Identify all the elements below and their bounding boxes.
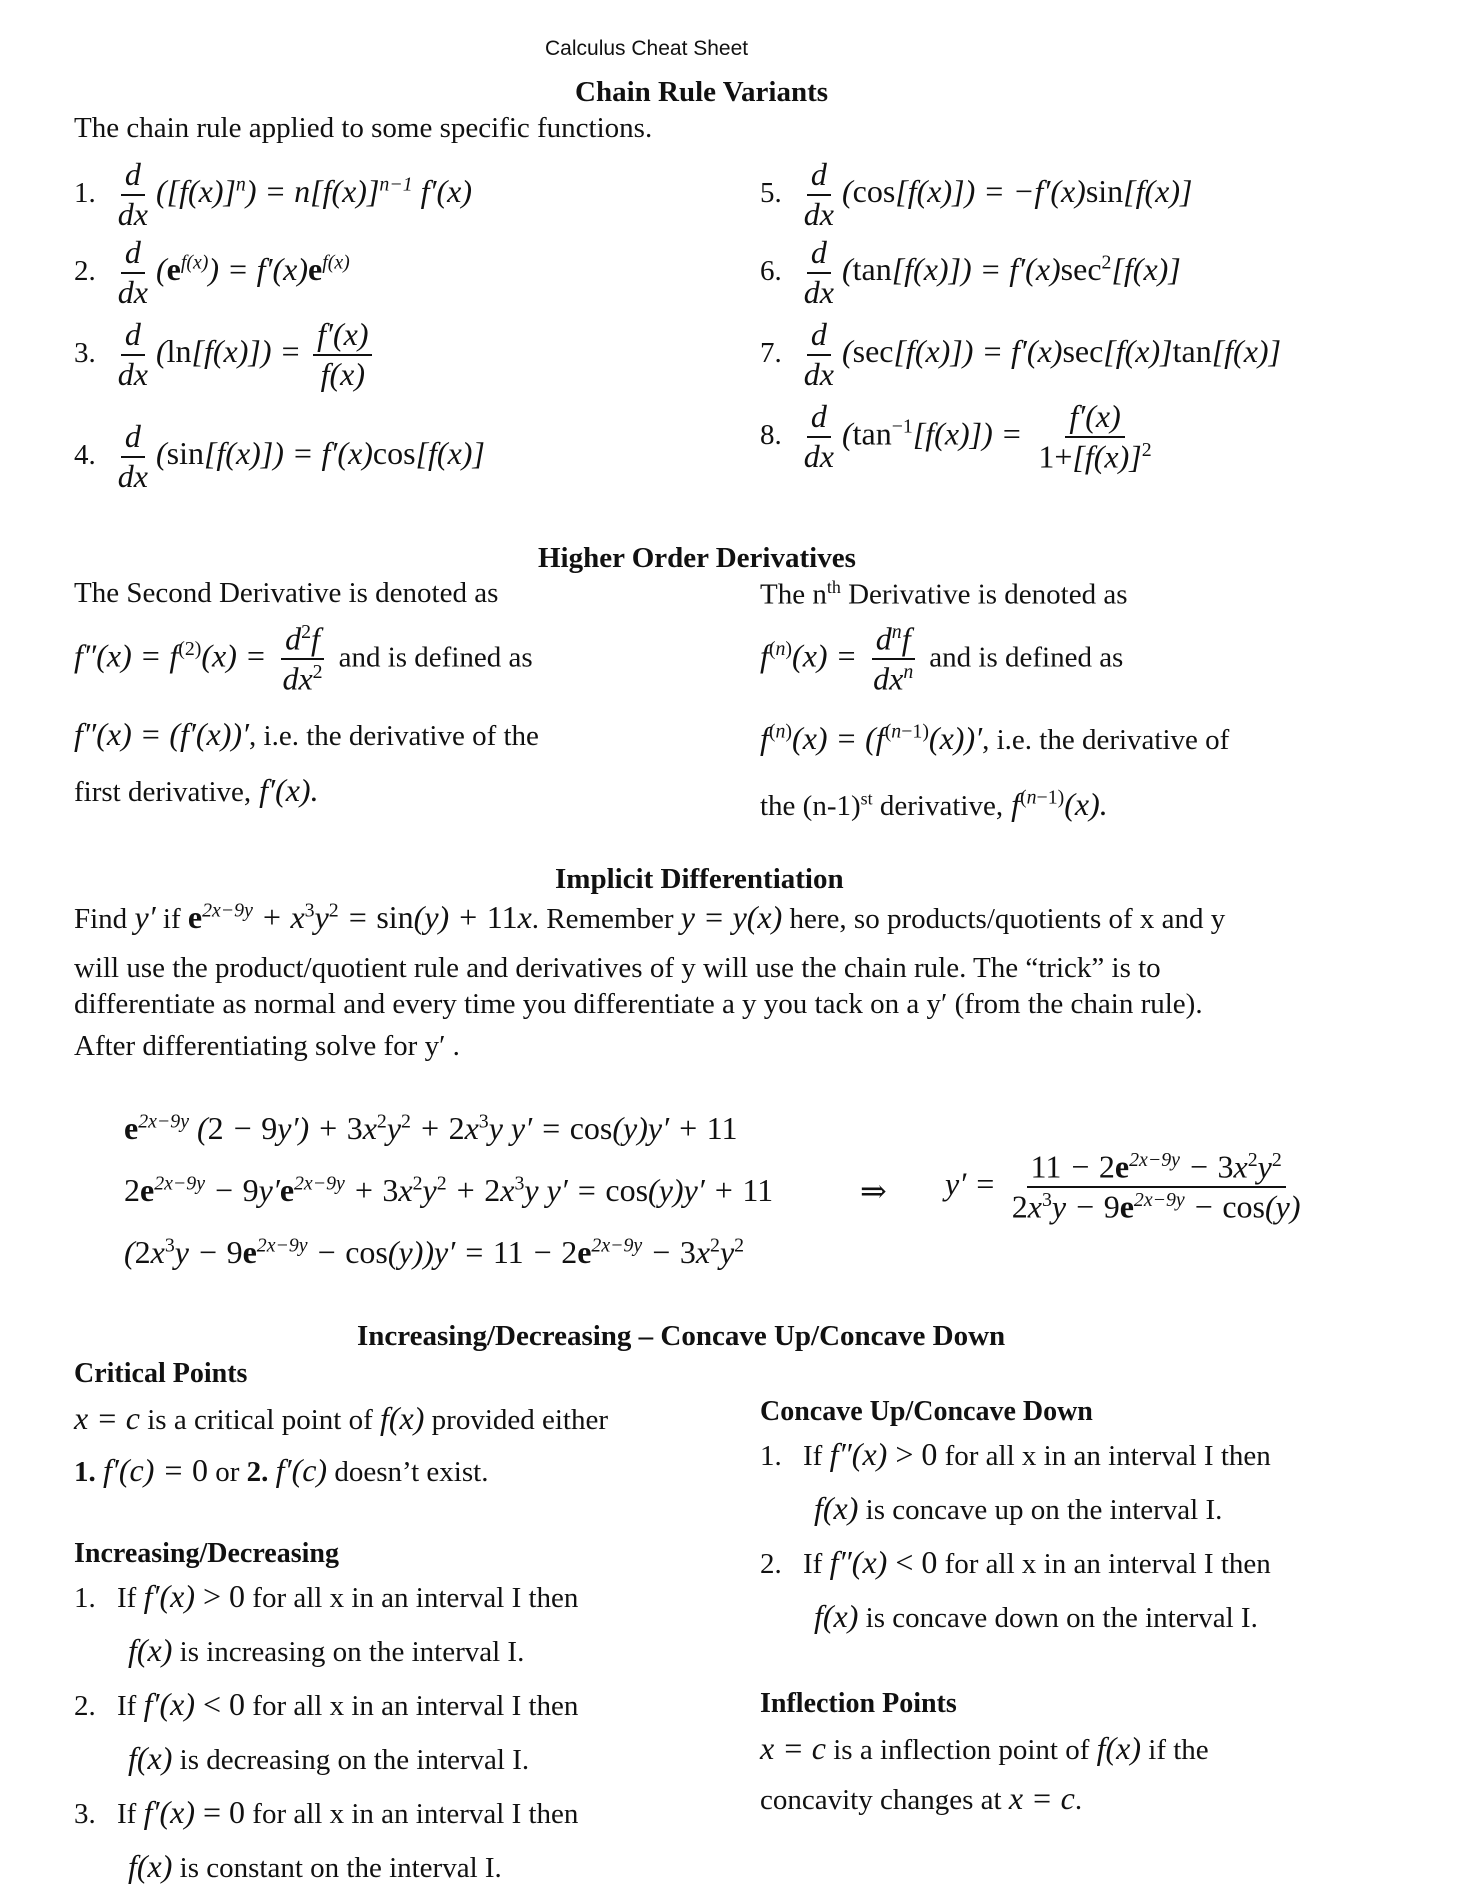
inc-item-2: 2. If f′(x) < 0 for all x in an interval I then <box>74 1686 579 1722</box>
inc-cond-1: > 0 <box>202 1578 246 1614</box>
nth-intro-b: Derivative is denoted as <box>840 578 1128 611</box>
implicit-step-3: $(2x^3y - 9e^{2x-9y} - \cos(y))y' = 11 - 2e^{2x-9y} - 3x^2y^2$ <box>124 1234 745 1270</box>
inc-rest-1: is increasing on the interval I. <box>179 1636 525 1668</box>
inflection-a: is a inflection point of <box>833 1734 1090 1766</box>
concave-cond-1: > 0 <box>895 1436 938 1472</box>
implicit-line-4: After differentiating solve for y′ . <box>74 1030 460 1062</box>
concave-item-1-result: f(x) is concave up on the interval I. <box>814 1490 1223 1526</box>
concave-item-2-result: f(x) is concave down on the interval I. <box>814 1598 1258 1634</box>
incdec-heading: Increasing/Decreasing – Concave Up/Concave Down <box>357 1320 1006 1352</box>
concave-cond-2: < 0 <box>895 1544 938 1580</box>
item-number: 8. <box>760 419 782 452</box>
implicit-heading: Implicit Differentiation <box>555 863 844 895</box>
implicit-remember: . Remember <box>531 903 674 935</box>
implicit-result: y′ = $\frac{11 - 2e^{2x-9y} - 3x^2y^2}{2x^3y - 9e^{2x-9y} - \cos(y)}$ <box>945 1148 1301 1225</box>
concave-rest-1: is concave up on the interval I. <box>865 1494 1223 1526</box>
sheet-title: Calculus Cheat Sheet <box>545 37 749 60</box>
inflection-b: if the <box>1148 1734 1209 1766</box>
item-number: 7. <box>760 336 782 369</box>
chain-rule-heading: Chain Rule Variants <box>575 76 829 108</box>
chain-rule-item-2: 2. $\frac{d}{dx}$ $(e^{f(x)}) = f'(x)e^{f(x)}$ <box>74 234 350 310</box>
critical-c4: doesn’t exist. <box>334 1456 489 1488</box>
item-number: 2. <box>74 1690 96 1722</box>
first-derivative-text: first derivative, <box>74 776 252 808</box>
item-number: 4. <box>74 438 96 471</box>
chain-rule-item-3: 3. $\frac{d}{dx}$ (ln[f(x)]) = $\frac{f'(x)}{f(x)}$ <box>74 318 376 391</box>
concave-item-2: 2. If f″(x) < 0 for all x in an interval I then <box>760 1544 1271 1580</box>
item-number: 1. <box>760 1440 782 1472</box>
chain-rule-item-7: 7. $\frac{d}{dx}$ (sec[f(x)]) = f′(x)sec[f(x)]tan[f(x)] <box>760 316 1282 392</box>
inc-item-3: 3. If f′(x) = 0 for all x in an interval I then <box>74 1794 579 1830</box>
second-derivative-first: first derivative, f′(x). <box>74 772 319 808</box>
nth-derivative-intro <box>760 577 1128 612</box>
chain-rule-item-4: 4. $\frac{d}{dx}$ (sin[f(x)]) = f′(x)cos[f(x)] <box>74 418 485 494</box>
nth-derivative-definition: $f^{(n)}(x) = (f^{(n-1)}(x))'$, i.e. the derivative of <box>760 720 1230 756</box>
chain-rule-item-1: 1. $\frac{d}{dx}$ $([f(x)]^n) = n[f(x)]^{n-1}$ f′(x) <box>74 156 473 232</box>
higher-order-heading: Higher Order Derivatives <box>538 542 856 574</box>
implicit-if: if <box>162 903 181 935</box>
critical-c1: 1. <box>74 1456 96 1488</box>
nth-derivative-word: derivative, <box>872 790 1004 822</box>
critical-c2: or <box>215 1456 240 1488</box>
concave-item-1: 1. If f″(x) > 0 for all x in an interval I then <box>760 1436 1271 1472</box>
critical-b: provided either <box>431 1404 609 1436</box>
item-number: 3. <box>74 336 96 369</box>
implicit-here: here, so products/quotients of x and y <box>789 903 1226 935</box>
critical-c3: 2. <box>246 1456 269 1488</box>
implicit-line-3: differentiate as normal and every time you differentiate a y you tack on a y′ (from the chain rule). <box>74 988 1203 1020</box>
inc-cond-2: < 0 <box>202 1686 246 1722</box>
critical-line-1: x = c is a critical point of f(x) provided either <box>74 1400 609 1436</box>
inflection-heading: Inflection Points <box>760 1688 957 1719</box>
implicit-line-2: will use the product/quotient rule and derivatives of y will use the chain rule. The “trick” is to <box>74 952 1161 984</box>
second-derivative-defined: and is defined as <box>338 641 533 674</box>
second-derivative-notation: $f''(x) = f^{(2)}(x)$ = $\frac{d^2f}{dx^2}$ and is defined as <box>74 620 533 697</box>
item-number: 1. <box>74 176 96 209</box>
nth-derivative-defined: and is defined as <box>929 641 1124 674</box>
inc-rest-3: is constant on the interval I. <box>179 1852 502 1884</box>
item-number: 6. <box>760 254 782 287</box>
inc-rest-2: is decreasing on the interval I. <box>179 1744 530 1776</box>
nth-the: the (n-1) <box>760 790 861 822</box>
second-derivative-intro: The Second Derivative is denoted as <box>74 577 499 609</box>
inflection-line-2: concavity changes at x = c. <box>760 1780 1083 1816</box>
implicit-find: Find <box>74 903 128 935</box>
item-number: 3. <box>74 1798 96 1830</box>
for-all-text: for all x in an interval I then <box>944 1548 1271 1580</box>
concave-rest-2: is concave down on the interval I. <box>865 1602 1258 1634</box>
for-all-text: for all x in an interval I then <box>252 1798 579 1830</box>
inc-item-3-result: f(x) is constant on the interval I. <box>128 1848 502 1884</box>
item-number: 2. <box>74 254 96 287</box>
critical-heading: Critical Points <box>74 1358 248 1389</box>
inc-item-2-result: f(x) is decreasing on the interval I. <box>128 1740 530 1776</box>
implicit-step-1: $e^{2x-9y}$ $(2 - 9y') + 3x^2y^2 + 2x^3y$ y′ = cos(y)y′ + 11 <box>124 1110 738 1146</box>
critical-a: is a critical point of <box>147 1404 373 1436</box>
implicit-arrow: ⇒ <box>860 1173 887 1209</box>
implicit-step-2: $2e^{2x-9y} - 9y'e^{2x-9y} + 3x^2y^2 + 2x^3y$ y′ = cos(y)y′ + 11 <box>124 1172 774 1208</box>
implicit-line-1: Find y′ if $e^{2x-9y} + x^3y^2 = \sin(y) + 11x$. Remember y = y(x) here, so products/quotients of x and y <box>74 899 1226 935</box>
inc-item-1: 1. If f′(x) > 0 for all x in an interval I then <box>74 1578 579 1614</box>
chain-rule-item-5: 5. $\frac{d}{dx}$ (cos[f(x)]) = −f′(x)sin[f(x)] <box>760 156 1193 232</box>
incdec-subheading: Increasing/Decreasing <box>74 1538 339 1569</box>
inflection-line-1: x = c is a inflection point of f(x) if the <box>760 1730 1209 1766</box>
for-all-text: for all x in an interval I then <box>252 1582 579 1614</box>
chain-rule-intro: The chain rule applied to some specific functions. <box>74 112 653 144</box>
for-all-text: for all x in an interval I then <box>944 1440 1271 1472</box>
inc-item-1-result: f(x) is increasing on the interval I. <box>128 1632 525 1668</box>
item-number: 5. <box>760 176 782 209</box>
nth-st: st <box>860 788 873 809</box>
nth-intro-sup: th <box>826 577 841 597</box>
nth-derivative-ie: , i.e. the derivative of <box>982 724 1230 756</box>
inflection-c: concavity changes at <box>760 1784 1002 1816</box>
critical-line-2: 1. f′(c) = 0 or 2. f′(c) doesn’t exist. <box>74 1452 489 1488</box>
chain-rule-item-6: 6. $\frac{d}{dx}$ $(\tan[f(x)]) = f'(x)\sec^2[f(x)]$ <box>760 234 1181 310</box>
nth-intro-a: The n <box>760 578 827 611</box>
concave-heading: Concave Up/Concave Down <box>760 1396 1093 1427</box>
item-number: 1. <box>74 1582 96 1614</box>
nth-derivative-notation: $f^{(n)}(x)$ = $\frac{d^nf}{dx^n}$ and is defined as <box>760 620 1124 697</box>
chain-rule-item-8: 8. $\frac{d}{dx}$ $(\tan^{-1}[f(x)])$ = $\frac{f'(x)}{1+[f(x)]^2}$ <box>760 398 1152 475</box>
item-number: 2. <box>760 1548 782 1580</box>
inc-cond-3: = 0 <box>202 1794 246 1830</box>
second-derivative-definition: f″(x) = (f′(x))′, i.e. the derivative of the <box>74 716 539 752</box>
nth-derivative-prev: the $(n-1)^{st}$ derivative, $f^{(n-1)}(x)$. <box>760 786 1108 822</box>
for-all-text: for all x in an interval I then <box>252 1690 579 1722</box>
second-derivative-ie: , i.e. the derivative of the <box>249 720 539 752</box>
